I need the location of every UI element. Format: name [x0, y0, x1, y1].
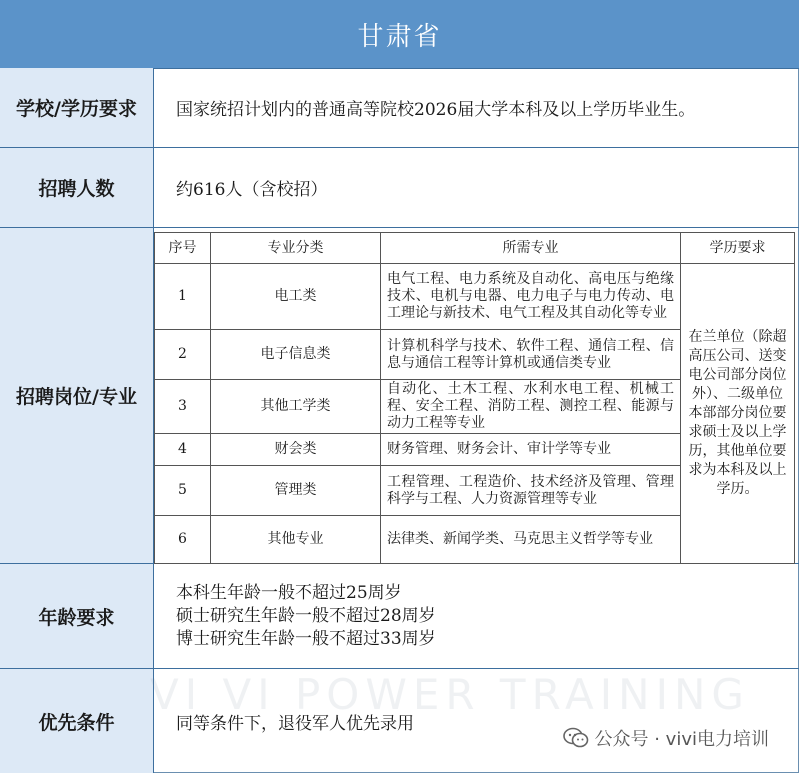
- education-cell: 在兰单位（除超高压公司、送变电公司部分岗位外）、二级单位本部部分岗位要求硕士及以上学历，其他单位要求为本科及以上学历。: [681, 264, 795, 564]
- positions-table-wrap: [154, 228, 799, 563]
- row-number: 5: [155, 466, 211, 516]
- row-number: 6: [155, 516, 211, 564]
- row-number: 4: [155, 434, 211, 466]
- category-cell: 其他工学类: [211, 380, 381, 434]
- row-priority: [0, 669, 799, 773]
- row-value: 国家统招计划内的普通高等院校2026届大学本科及以上学历毕业生。: [176, 100, 696, 120]
- positions-table: [154, 232, 795, 564]
- row-value: 同等条件下，退役军人优先录用: [176, 713, 414, 734]
- age-line: 本科生年龄一般不超过25周岁: [176, 582, 402, 603]
- row-age: [0, 564, 799, 669]
- row-number: 1: [155, 264, 211, 330]
- majors-cell: 财务管理、财务会计、审计学等专业: [381, 434, 681, 466]
- header-cell: 所需专业: [381, 233, 681, 264]
- majors-cell: 工程管理、工程造价、技术经济及管理、管理科学与工程、人力资源管理等专业: [381, 466, 681, 516]
- page-title: 甘肃省: [0, 0, 799, 69]
- age-line: 博士研究生年龄一般不超过33周岁: [176, 628, 436, 649]
- table-row: [155, 264, 795, 330]
- row-number: 3: [155, 380, 211, 434]
- watermark-text: 公众号 · vivi电力培训: [594, 729, 769, 750]
- age-line: 硕士研究生年龄一般不超过28周岁: [176, 605, 436, 626]
- header-cell: 专业分类: [211, 233, 381, 264]
- majors-cell: 电气工程、电力系统及自动化、高电压与绝缘技术、电机与电器、电力电子与电力传动、电工理论与新技术、电气工程及其自动化等专业: [381, 264, 681, 330]
- category-cell: 其他专业: [211, 516, 381, 564]
- category-cell: 电工类: [211, 264, 381, 330]
- row-value: 约616人（含校招）: [176, 180, 328, 200]
- row-school: [0, 68, 799, 148]
- row-label: 优先条件: [0, 669, 154, 773]
- category-cell: 电子信息类: [211, 330, 381, 380]
- background-watermark: VI VI POWER TRAINING: [150, 670, 750, 719]
- majors-cell: 自动化、土木工程、水利水电工程、机械工程、安全工程、消防工程、测控工程、能源与动力工程等专业: [381, 380, 681, 434]
- row-label: 招聘岗位/专业: [0, 228, 154, 563]
- wechat-icon: [563, 727, 589, 749]
- category-cell: 管理类: [211, 466, 381, 516]
- row-positions: [0, 228, 799, 564]
- wechat-watermark: [563, 725, 769, 751]
- table-header-row: [155, 233, 795, 264]
- header-cell: 序号: [155, 233, 211, 264]
- age-lines: [154, 564, 799, 668]
- row-label: 年龄要求: [0, 564, 154, 668]
- majors-cell: 法律类、新闻学类、马克思主义哲学等专业: [381, 516, 681, 564]
- header-cell: 学历要求: [681, 233, 795, 264]
- majors-cell: 计算机科学与技术、软件工程、通信工程、信息与通信工程等计算机或通信类专业: [381, 330, 681, 380]
- category-cell: 财会类: [211, 434, 381, 466]
- row-count: [0, 148, 799, 228]
- row-number: 2: [155, 330, 211, 380]
- row-label: 招聘人数: [0, 148, 154, 227]
- row-label: 学校/学历要求: [0, 68, 154, 147]
